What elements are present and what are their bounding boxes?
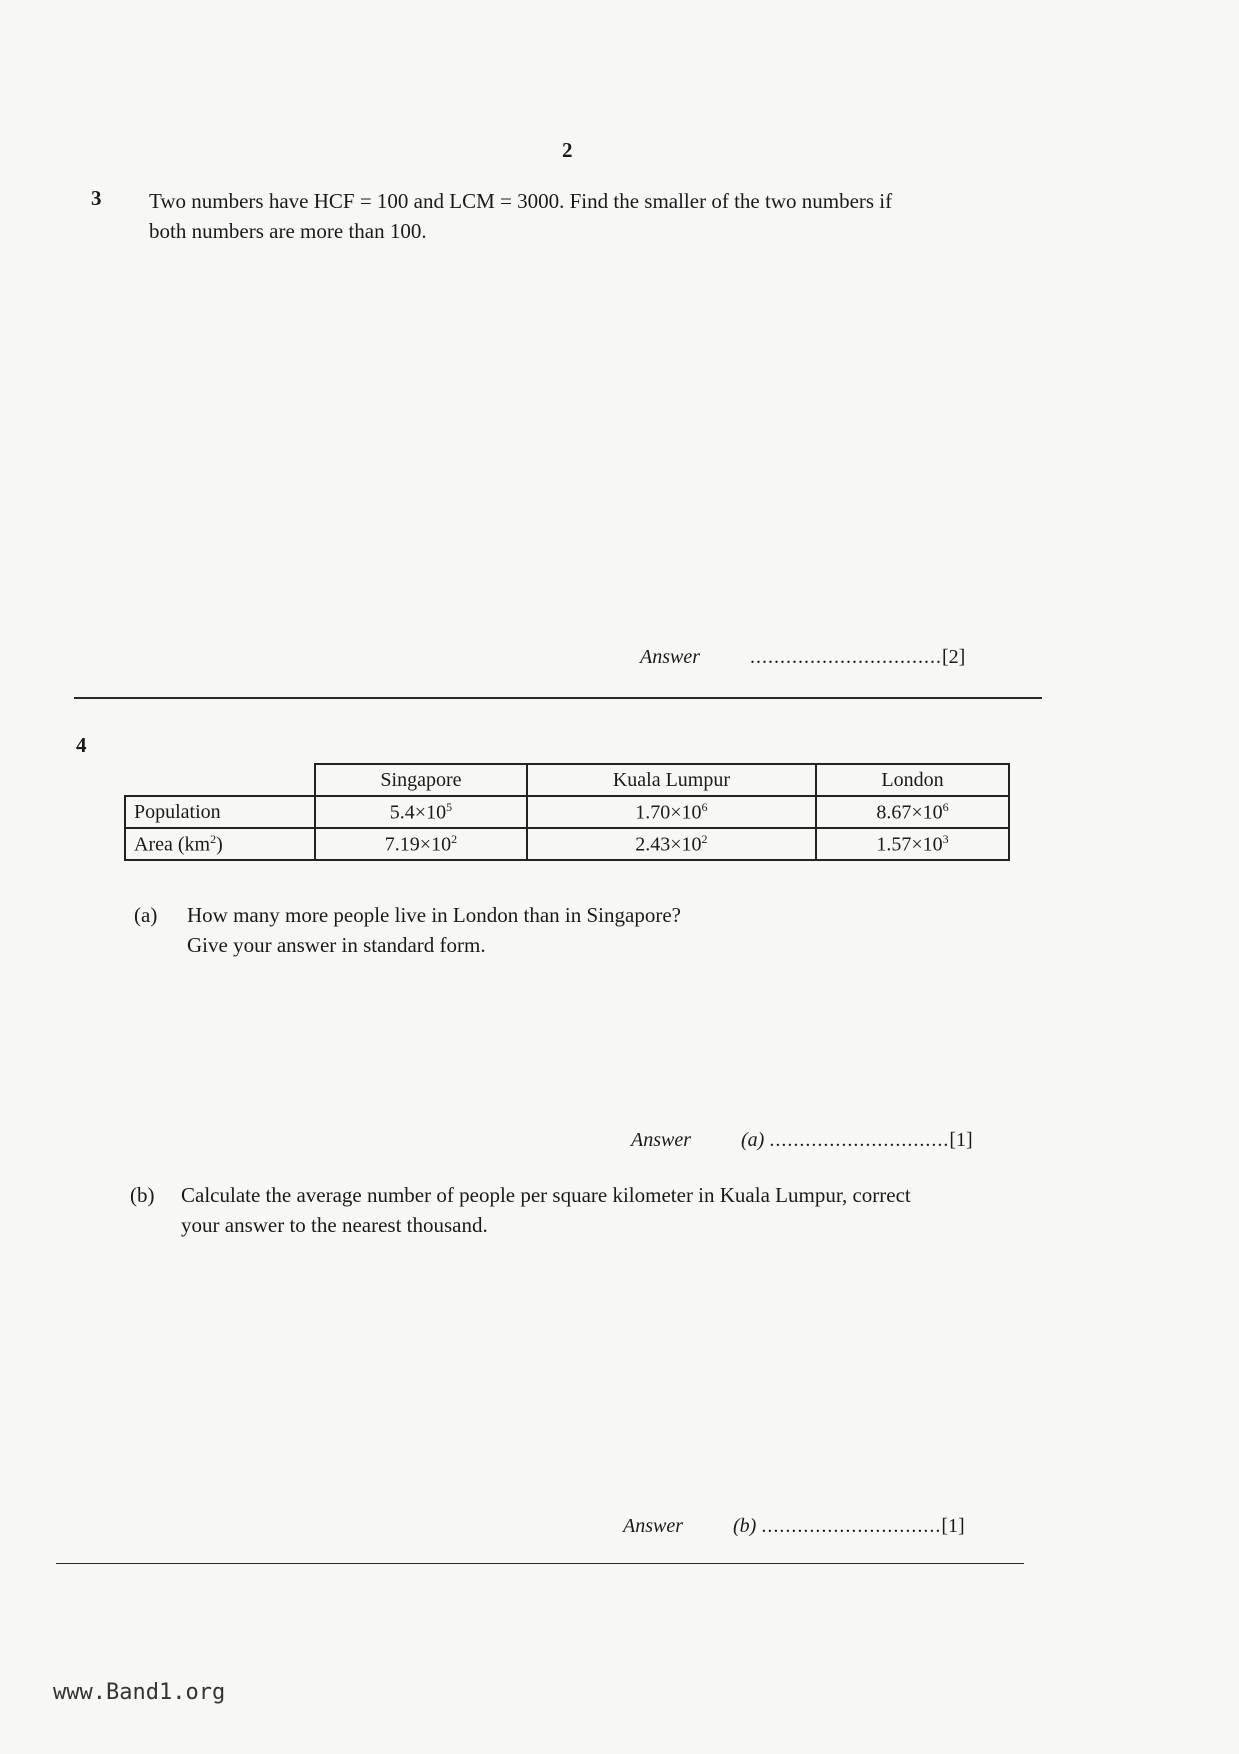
question-3-line-1: Two numbers have HCF = 100 and LCM = 3000. Find the smaller of the two numbers if [149,189,893,213]
table-cell: $2.43\times 10^2$ [527,828,816,860]
part-b-line-2: your answer to the nearest thousand. [181,1213,488,1237]
table-row [125,828,1009,860]
table-cell: $8.67\times 10^6$ [816,796,1009,828]
part-a-label: (a) [134,903,158,927]
footer-watermark: www.Band1.org [53,1680,226,1705]
question-3-answer-line [640,646,965,669]
table-cell: $1.57\times 10^3$ [816,828,1009,860]
answer-part: (b) [733,1515,757,1537]
table-cell: $1.70\times 10^6$ [527,796,816,828]
answer-label: Answer [640,646,700,668]
part-a-line-2: Give your answer in standard form. [187,933,486,957]
answer-label: Answer [631,1129,691,1151]
answer-blank[interactable]: ................................ [750,646,942,668]
question-3-number: 3 [91,186,102,210]
section-divider [56,1563,1024,1564]
part-b-line-1: Calculate the average number of people per square kilometer in Kuala Lumpur, correct [181,1183,911,1207]
part-a-text [187,900,1047,960]
row-label-area: Area $(km^2)$ [125,828,315,860]
question-4-number: 4 [76,733,87,757]
part-a-answer-line [631,1129,973,1152]
table-header: Kuala Lumpur [527,764,816,796]
data-table [124,763,1010,861]
answer-blank[interactable]: .............................. [769,1129,950,1151]
table-header: London [816,764,1009,796]
page-number: 2 [562,138,573,162]
table-cell: $7.19\times 10^2$ [315,828,527,860]
marks: [1] [949,1129,973,1151]
answer-part: (a) [741,1129,765,1151]
part-a-line-1: How many more people live in London than in Singapore? [187,903,681,927]
answer-label: Answer [623,1515,683,1537]
marks: [2] [942,646,966,668]
section-divider [74,697,1042,699]
question-3-text [149,186,1069,246]
question-3-line-2: both numbers are more than 100. [149,219,427,243]
part-b-label: (b) [130,1183,155,1207]
marks: [1] [941,1515,965,1537]
table-cell: $5.4\times 10^5$ [315,796,527,828]
table-header: Singapore [315,764,527,796]
part-b-text [181,1180,1061,1240]
table-header-blank [125,764,315,796]
table-row [125,796,1009,828]
part-b-answer-line [623,1515,965,1538]
table-header-row [125,764,1009,796]
row-label-population: Population [125,796,315,828]
answer-blank[interactable]: .............................. [761,1515,942,1537]
